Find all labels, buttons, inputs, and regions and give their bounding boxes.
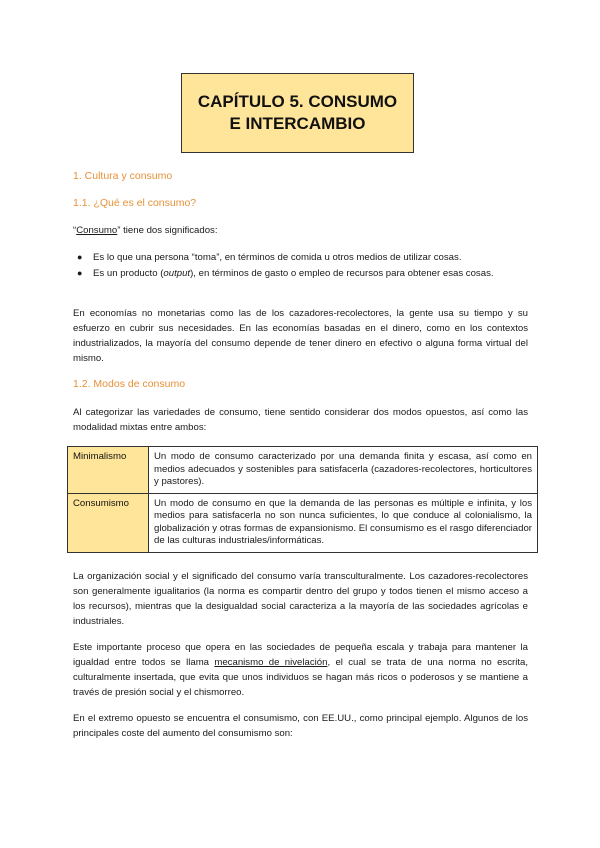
consumo-term: Consumo <box>76 225 118 236</box>
mecanismo-before: Este importante proceso que opera en las sociedades de pequeña escala y trabaja para mantener la igualdad entre todos se llama <box>73 642 528 668</box>
list-item-text-before: Es un producto ( <box>93 268 164 279</box>
section-1-1-heading: 1.1. ¿Qué es el consumo? <box>73 197 197 209</box>
section-1-2-heading: 1.2. Modos de consumo <box>73 378 186 390</box>
bullet-icon: ● <box>77 252 83 262</box>
section-1-heading: 1. Cultura y consumo <box>73 170 173 182</box>
meanings-list <box>73 250 528 282</box>
paragraph-organizacion: La organización social y el significado del consumo varía transculturalmente. Los cazadores-recolectores son generalmente igualitarios (la norma es compartir dentro del grupo y todos tienen el mismo acceso a los recursos), mientras que la desigualdad social caracteriza a la mayoría de las sociedades agrícolas e industriales. <box>73 571 528 627</box>
table-desc-cell: Un modo de consumo caracterizado por una demanda finita y escasa, así como en medios adecuados y sostenibles para satisfacerla (cazadores-recolectores, horticultores y pastores). <box>149 447 538 494</box>
chapter-title-box <box>181 73 414 153</box>
table-term-cell: Minimalismo <box>68 447 149 494</box>
consumption-modes-table <box>67 446 538 553</box>
list-item-text-after: ), en términos de gasto o empleo de recursos para obtener esas cosas. <box>190 268 494 279</box>
mecanismo-after: , el cual se trata de una norma no escrita, culturalmente insertada, que evita que unos individuos se hagan más ricos o poderosos y se mantiene a través de presión social y el chismorreo. <box>73 657 528 698</box>
table-row <box>68 493 538 552</box>
chapter-title-line-1: CAPÍTULO 5. CONSUMO <box>197 92 398 111</box>
table-term-cell: Consumismo <box>68 493 149 552</box>
table-row <box>68 447 538 494</box>
list-item <box>73 250 528 265</box>
consumo-intro-rest: ” tiene dos significados: <box>117 225 218 236</box>
open-quote: “ <box>73 225 77 236</box>
list-item-italic: output <box>163 268 191 279</box>
paragraph-economias: En economías no monetarias como las de los cazadores-recolectores, la gente usa su tiempo y su esfuerzo en cubrir sus necesidades. En las economías basadas en el dinero, como en los contextos industrializados, la mayoría del consumo depende de tener dinero en efectivo o alguna forma virtual del mismo. <box>73 308 528 364</box>
bullet-icon: ● <box>77 268 83 278</box>
table-desc-cell: Un modo de consumo en que la demanda de las personas es múltiple e infinita, y los medios para satisfacerla no son nunca suficientes, lo que conduce al colonialismo, la globalización y otras formas de expansionismo. El consumismo es el rasgo diferenciador de las culturas industriales/informáticas. <box>149 493 538 552</box>
mecanismo-term: mecanismo de nivelación <box>214 657 328 668</box>
consumo-intro <box>73 223 528 238</box>
list-item-text: Es lo que una persona “toma”, en términos de comida u otros medios de utilizar cosas. <box>93 252 462 263</box>
paragraph-mecanismo <box>73 640 528 700</box>
paragraph-extremo: En el extremo opuesto se encuentra el consumismo, con EE.UU., como principal ejemplo. Algunos de los principales coste del aumento del consumismo son: <box>73 713 528 739</box>
paragraph-modos: Al categorizar las variedades de consumo, tiene sentido considerar dos modos opuestos, así como las modalidad mixtas entre ambos: <box>73 407 528 433</box>
chapter-title-line-2: E INTERCAMBIO <box>229 114 366 133</box>
list-item <box>73 266 528 281</box>
